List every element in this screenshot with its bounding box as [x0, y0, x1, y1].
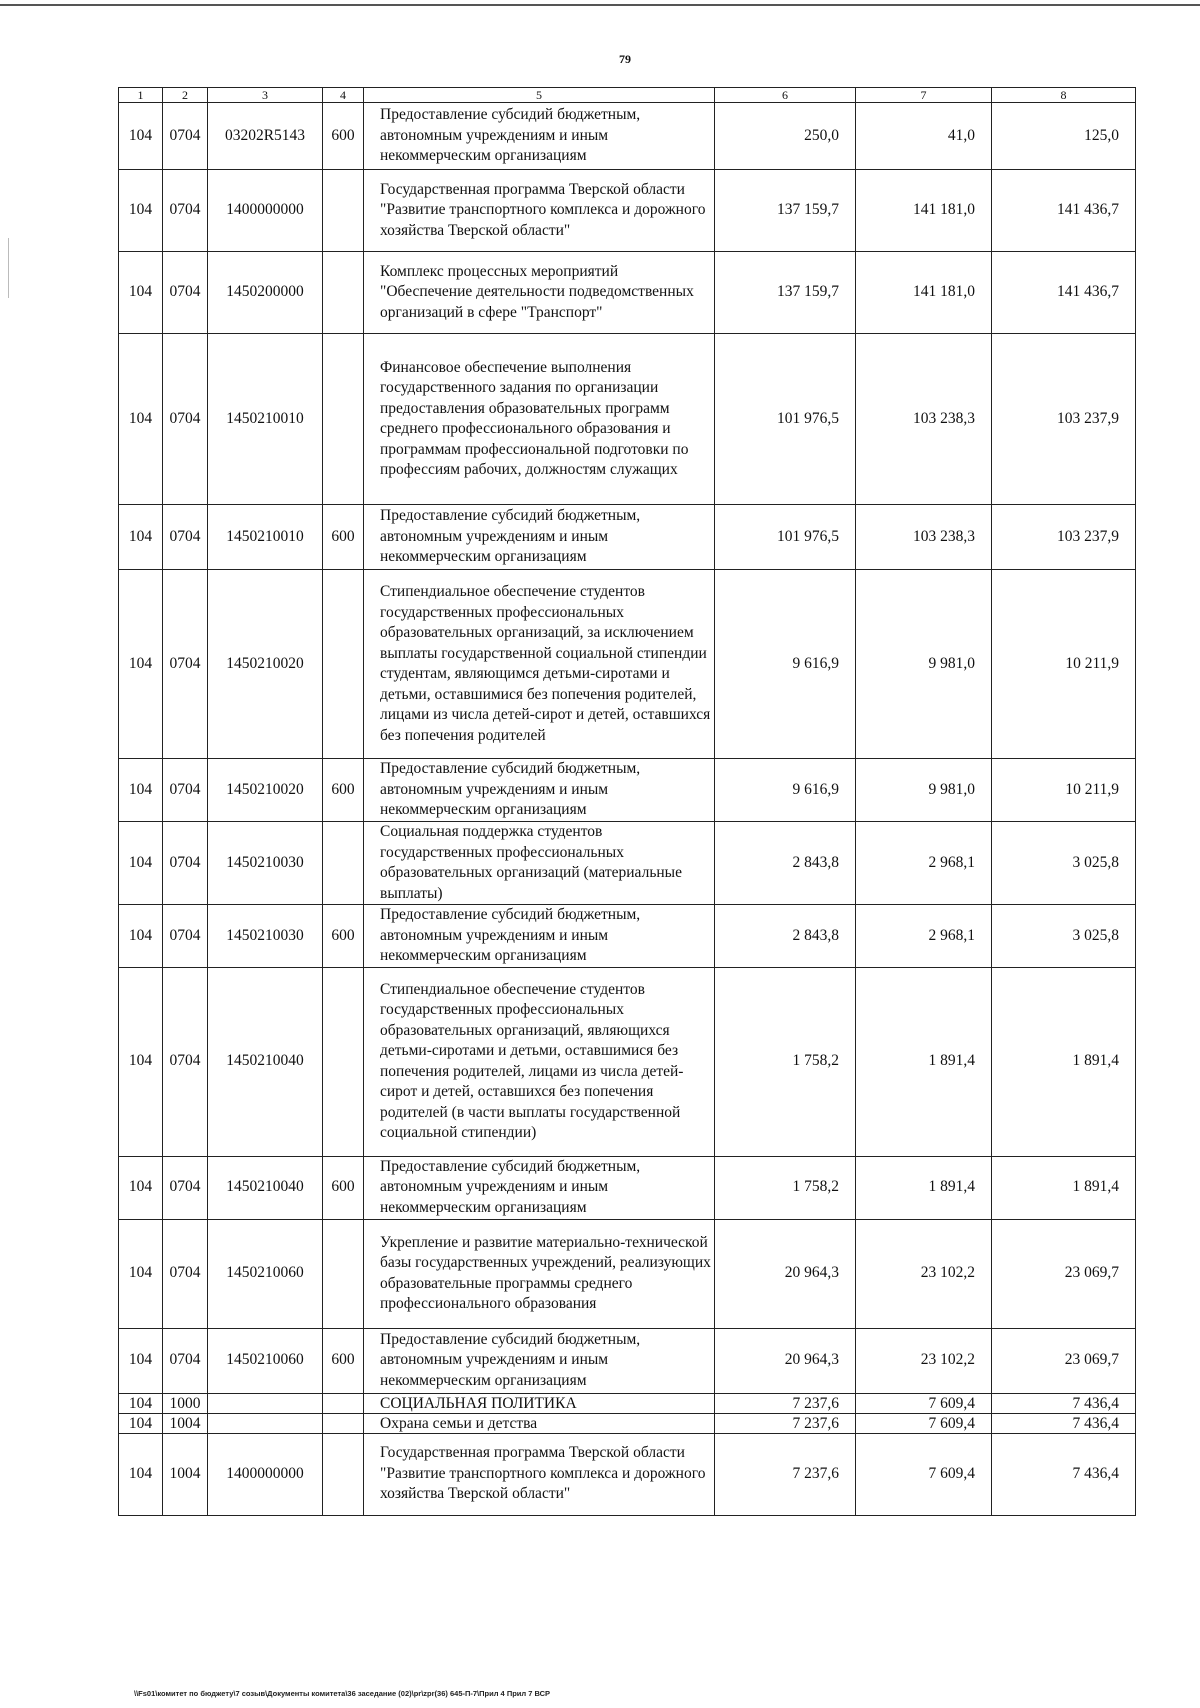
cell-target-article: 1450210060 — [208, 1328, 323, 1393]
column-header: 1 — [119, 88, 163, 103]
cell-amount-year-3: 103 237,9 — [992, 505, 1136, 570]
cell-amount-year-2: 7 609,4 — [856, 1433, 992, 1515]
table-row — [119, 1156, 1136, 1219]
cell-ministry-code: 104 — [119, 570, 163, 759]
column-header: 5 — [364, 88, 715, 103]
cell-section-code: 0704 — [163, 103, 208, 170]
cell-description: Социальная поддержка студентов государственных профессиональных образовательных организаций (материальные выплаты) — [364, 822, 715, 905]
cell-description: Предоставление субсидий бюджетным, автономным учреждениям и иным некоммерческим организациям — [364, 505, 715, 570]
column-header: 8 — [992, 88, 1136, 103]
cell-section-code: 0704 — [163, 505, 208, 570]
cell-amount-year-1: 101 976,5 — [715, 505, 856, 570]
cell-expense-type — [323, 967, 364, 1156]
cell-expense-type: 600 — [323, 103, 364, 170]
cell-amount-year-2: 2 968,1 — [856, 822, 992, 905]
cell-target-article: 1450210030 — [208, 822, 323, 905]
column-header: 7 — [856, 88, 992, 103]
cell-target-article: 1400000000 — [208, 1433, 323, 1515]
cell-amount-year-2: 9 981,0 — [856, 759, 992, 822]
cell-amount-year-1: 7 237,6 — [715, 1393, 856, 1413]
table-row — [119, 1393, 1136, 1413]
cell-amount-year-3: 125,0 — [992, 103, 1136, 170]
cell-expense-type: 600 — [323, 759, 364, 822]
cell-expense-type — [323, 1393, 364, 1413]
cell-amount-year-3: 23 069,7 — [992, 1219, 1136, 1328]
cell-expense-type: 600 — [323, 1328, 364, 1393]
cell-expense-type: 600 — [323, 905, 364, 968]
table-row — [119, 1433, 1136, 1515]
cell-description: Комплекс процессных мероприятий "Обеспечение деятельности подведомственных организаций в сфере "Транспорт" — [364, 252, 715, 334]
cell-target-article: 1450210010 — [208, 334, 323, 505]
cell-target-article: 1450210030 — [208, 905, 323, 968]
cell-amount-year-3: 141 436,7 — [992, 252, 1136, 334]
cell-section-code: 0704 — [163, 252, 208, 334]
table-row — [119, 822, 1136, 905]
table-row — [119, 334, 1136, 505]
table-row — [119, 967, 1136, 1156]
budget-table — [118, 87, 1136, 1516]
column-header: 2 — [163, 88, 208, 103]
cell-description: Государственная программа Тверской области "Развитие транспортного комплекса и дорожного хозяйства Тверской области" — [364, 1433, 715, 1515]
cell-amount-year-2: 141 181,0 — [856, 252, 992, 334]
cell-ministry-code: 104 — [119, 505, 163, 570]
cell-target-article: 1450210020 — [208, 570, 323, 759]
scan-top-border — [0, 4, 1200, 6]
cell-description: Предоставление субсидий бюджетным, автономным учреждениям и иным некоммерческим организациям — [364, 759, 715, 822]
cell-ministry-code: 104 — [119, 822, 163, 905]
cell-section-code: 1000 — [163, 1393, 208, 1413]
cell-amount-year-3: 1 891,4 — [992, 967, 1136, 1156]
cell-target-article: 1450210040 — [208, 967, 323, 1156]
cell-section-code: 0704 — [163, 570, 208, 759]
cell-expense-type: 600 — [323, 1156, 364, 1219]
table-row — [119, 905, 1136, 968]
cell-section-code: 1004 — [163, 1433, 208, 1515]
cell-ministry-code: 104 — [119, 1156, 163, 1219]
cell-target-article: 1450210060 — [208, 1219, 323, 1328]
cell-amount-year-3: 141 436,7 — [992, 170, 1136, 252]
table-row — [119, 759, 1136, 822]
cell-description: Охрана семьи и детства — [364, 1413, 715, 1433]
cell-description: Стипендиальное обеспечение студентов государственных профессиональных образовательных организаций, за исключением выплаты государственной социальной стипендии студентам, являющимся детьми-сиротами и детьми, оставшимися без попечения родителей, лицами из числа детей-сирот и детей, оставшихся без попечения родителей — [364, 570, 715, 759]
cell-target-article: 1450200000 — [208, 252, 323, 334]
cell-amount-year-2: 141 181,0 — [856, 170, 992, 252]
cell-ministry-code: 104 — [119, 1219, 163, 1328]
footer-file-path: \\Fs01\комитет по бюджету\7 созыв\Документы комитета\36 заседание (02)\pr\zpr(36) 645-П-7\Прил 4 Прил 7 ВСР — [134, 1689, 551, 1698]
cell-amount-year-3: 1 891,4 — [992, 1156, 1136, 1219]
cell-target-article — [208, 1413, 323, 1433]
cell-ministry-code: 104 — [119, 967, 163, 1156]
cell-description: Финансовое обеспечение выполнения государственного задания по организации предоставления образовательных программ среднего профессионального образования и программам профессиональной подготовки по профессиям рабочих, должностям служащих — [364, 334, 715, 505]
cell-amount-year-1: 9 616,9 — [715, 570, 856, 759]
cell-amount-year-1: 7 237,6 — [715, 1413, 856, 1433]
table-row — [119, 505, 1136, 570]
cell-ministry-code: 104 — [119, 1413, 163, 1433]
cell-target-article: 1450210020 — [208, 759, 323, 822]
table-row — [119, 103, 1136, 170]
column-header: 6 — [715, 88, 856, 103]
cell-ministry-code: 104 — [119, 252, 163, 334]
column-number-row — [119, 88, 1136, 103]
cell-amount-year-2: 103 238,3 — [856, 334, 992, 505]
cell-amount-year-1: 20 964,3 — [715, 1219, 856, 1328]
cell-section-code: 0704 — [163, 759, 208, 822]
cell-amount-year-1: 137 159,7 — [715, 252, 856, 334]
cell-amount-year-2: 1 891,4 — [856, 967, 992, 1156]
cell-description: Государственная программа Тверской области "Развитие транспортного комплекса и дорожного хозяйства Тверской области" — [364, 170, 715, 252]
cell-amount-year-3: 7 436,4 — [992, 1413, 1136, 1433]
table-row — [119, 170, 1136, 252]
cell-expense-type — [323, 1433, 364, 1515]
cell-target-article: 1450210010 — [208, 505, 323, 570]
cell-expense-type — [323, 822, 364, 905]
page-number: 79 — [619, 52, 631, 66]
cell-amount-year-1: 101 976,5 — [715, 334, 856, 505]
cell-amount-year-1: 1 758,2 — [715, 967, 856, 1156]
cell-amount-year-3: 3 025,8 — [992, 905, 1136, 968]
cell-expense-type — [323, 570, 364, 759]
cell-amount-year-2: 2 968,1 — [856, 905, 992, 968]
cell-amount-year-2: 23 102,2 — [856, 1328, 992, 1393]
cell-ministry-code: 104 — [119, 170, 163, 252]
cell-description: Предоставление субсидий бюджетным, автономным учреждениям и иным некоммерческим организациям — [364, 1328, 715, 1393]
cell-ministry-code: 104 — [119, 1433, 163, 1515]
cell-amount-year-1: 250,0 — [715, 103, 856, 170]
column-header: 3 — [208, 88, 323, 103]
table-row — [119, 1219, 1136, 1328]
cell-description: Стипендиальное обеспечение студентов государственных профессиональных образовательных организаций, являющихся детьми-сиротами и детьми, оставшимися без попечения родителей, лицами из числа детей-сирот и детей, оставшихся без попечения родителей (в части выплаты государственной социальной стипендии) — [364, 967, 715, 1156]
cell-amount-year-2: 23 102,2 — [856, 1219, 992, 1328]
cell-ministry-code: 104 — [119, 103, 163, 170]
cell-amount-year-2: 103 238,3 — [856, 505, 992, 570]
cell-ministry-code: 104 — [119, 334, 163, 505]
cell-amount-year-3: 23 069,7 — [992, 1328, 1136, 1393]
cell-amount-year-3: 103 237,9 — [992, 334, 1136, 505]
table-row — [119, 1328, 1136, 1393]
cell-amount-year-1: 2 843,8 — [715, 822, 856, 905]
cell-target-article — [208, 1393, 323, 1413]
cell-amount-year-2: 9 981,0 — [856, 570, 992, 759]
cell-description: Предоставление субсидий бюджетным, автономным учреждениям и иным некоммерческим организациям — [364, 1156, 715, 1219]
column-header: 4 — [323, 88, 364, 103]
cell-section-code: 0704 — [163, 1219, 208, 1328]
cell-section-code: 0704 — [163, 905, 208, 968]
cell-amount-year-3: 10 211,9 — [992, 759, 1136, 822]
cell-amount-year-1: 1 758,2 — [715, 1156, 856, 1219]
cell-section-code: 0704 — [163, 334, 208, 505]
cell-amount-year-1: 2 843,8 — [715, 905, 856, 968]
table-row — [119, 252, 1136, 334]
cell-amount-year-3: 7 436,4 — [992, 1433, 1136, 1515]
cell-description: Предоставление субсидий бюджетным, автономным учреждениям и иным некоммерческим организациям — [364, 103, 715, 170]
cell-section-code: 0704 — [163, 1328, 208, 1393]
cell-ministry-code: 104 — [119, 1328, 163, 1393]
cell-amount-year-2: 41,0 — [856, 103, 992, 170]
cell-expense-type — [323, 1219, 364, 1328]
cell-section-code: 0704 — [163, 967, 208, 1156]
cell-amount-year-2: 7 609,4 — [856, 1393, 992, 1413]
cell-section-code: 1004 — [163, 1413, 208, 1433]
cell-amount-year-1: 9 616,9 — [715, 759, 856, 822]
cell-expense-type — [323, 1413, 364, 1433]
cell-target-article: 1450210040 — [208, 1156, 323, 1219]
scan-margin-mark — [8, 238, 9, 298]
cell-expense-type — [323, 334, 364, 505]
cell-amount-year-3: 3 025,8 — [992, 822, 1136, 905]
cell-amount-year-3: 7 436,4 — [992, 1393, 1136, 1413]
cell-target-article: 03202R5143 — [208, 103, 323, 170]
cell-amount-year-1: 20 964,3 — [715, 1328, 856, 1393]
cell-target-article: 1400000000 — [208, 170, 323, 252]
cell-ministry-code: 104 — [119, 759, 163, 822]
cell-amount-year-1: 137 159,7 — [715, 170, 856, 252]
table-row — [119, 570, 1136, 759]
cell-amount-year-2: 7 609,4 — [856, 1413, 992, 1433]
cell-amount-year-1: 7 237,6 — [715, 1433, 856, 1515]
cell-section-code: 0704 — [163, 170, 208, 252]
cell-description: Предоставление субсидий бюджетным, автономным учреждениям и иным некоммерческим организациям — [364, 905, 715, 968]
table-row — [119, 1413, 1136, 1433]
cell-description: СОЦИАЛЬНАЯ ПОЛИТИКА — [364, 1393, 715, 1413]
cell-amount-year-3: 10 211,9 — [992, 570, 1136, 759]
cell-section-code: 0704 — [163, 1156, 208, 1219]
cell-ministry-code: 104 — [119, 905, 163, 968]
cell-description: Укрепление и развитие материально-технической базы государственных учреждений, реализующих образовательные программы среднего профессионального образования — [364, 1219, 715, 1328]
cell-expense-type: 600 — [323, 505, 364, 570]
cell-expense-type — [323, 252, 364, 334]
cell-expense-type — [323, 170, 364, 252]
cell-ministry-code: 104 — [119, 1393, 163, 1413]
cell-amount-year-2: 1 891,4 — [856, 1156, 992, 1219]
cell-section-code: 0704 — [163, 822, 208, 905]
